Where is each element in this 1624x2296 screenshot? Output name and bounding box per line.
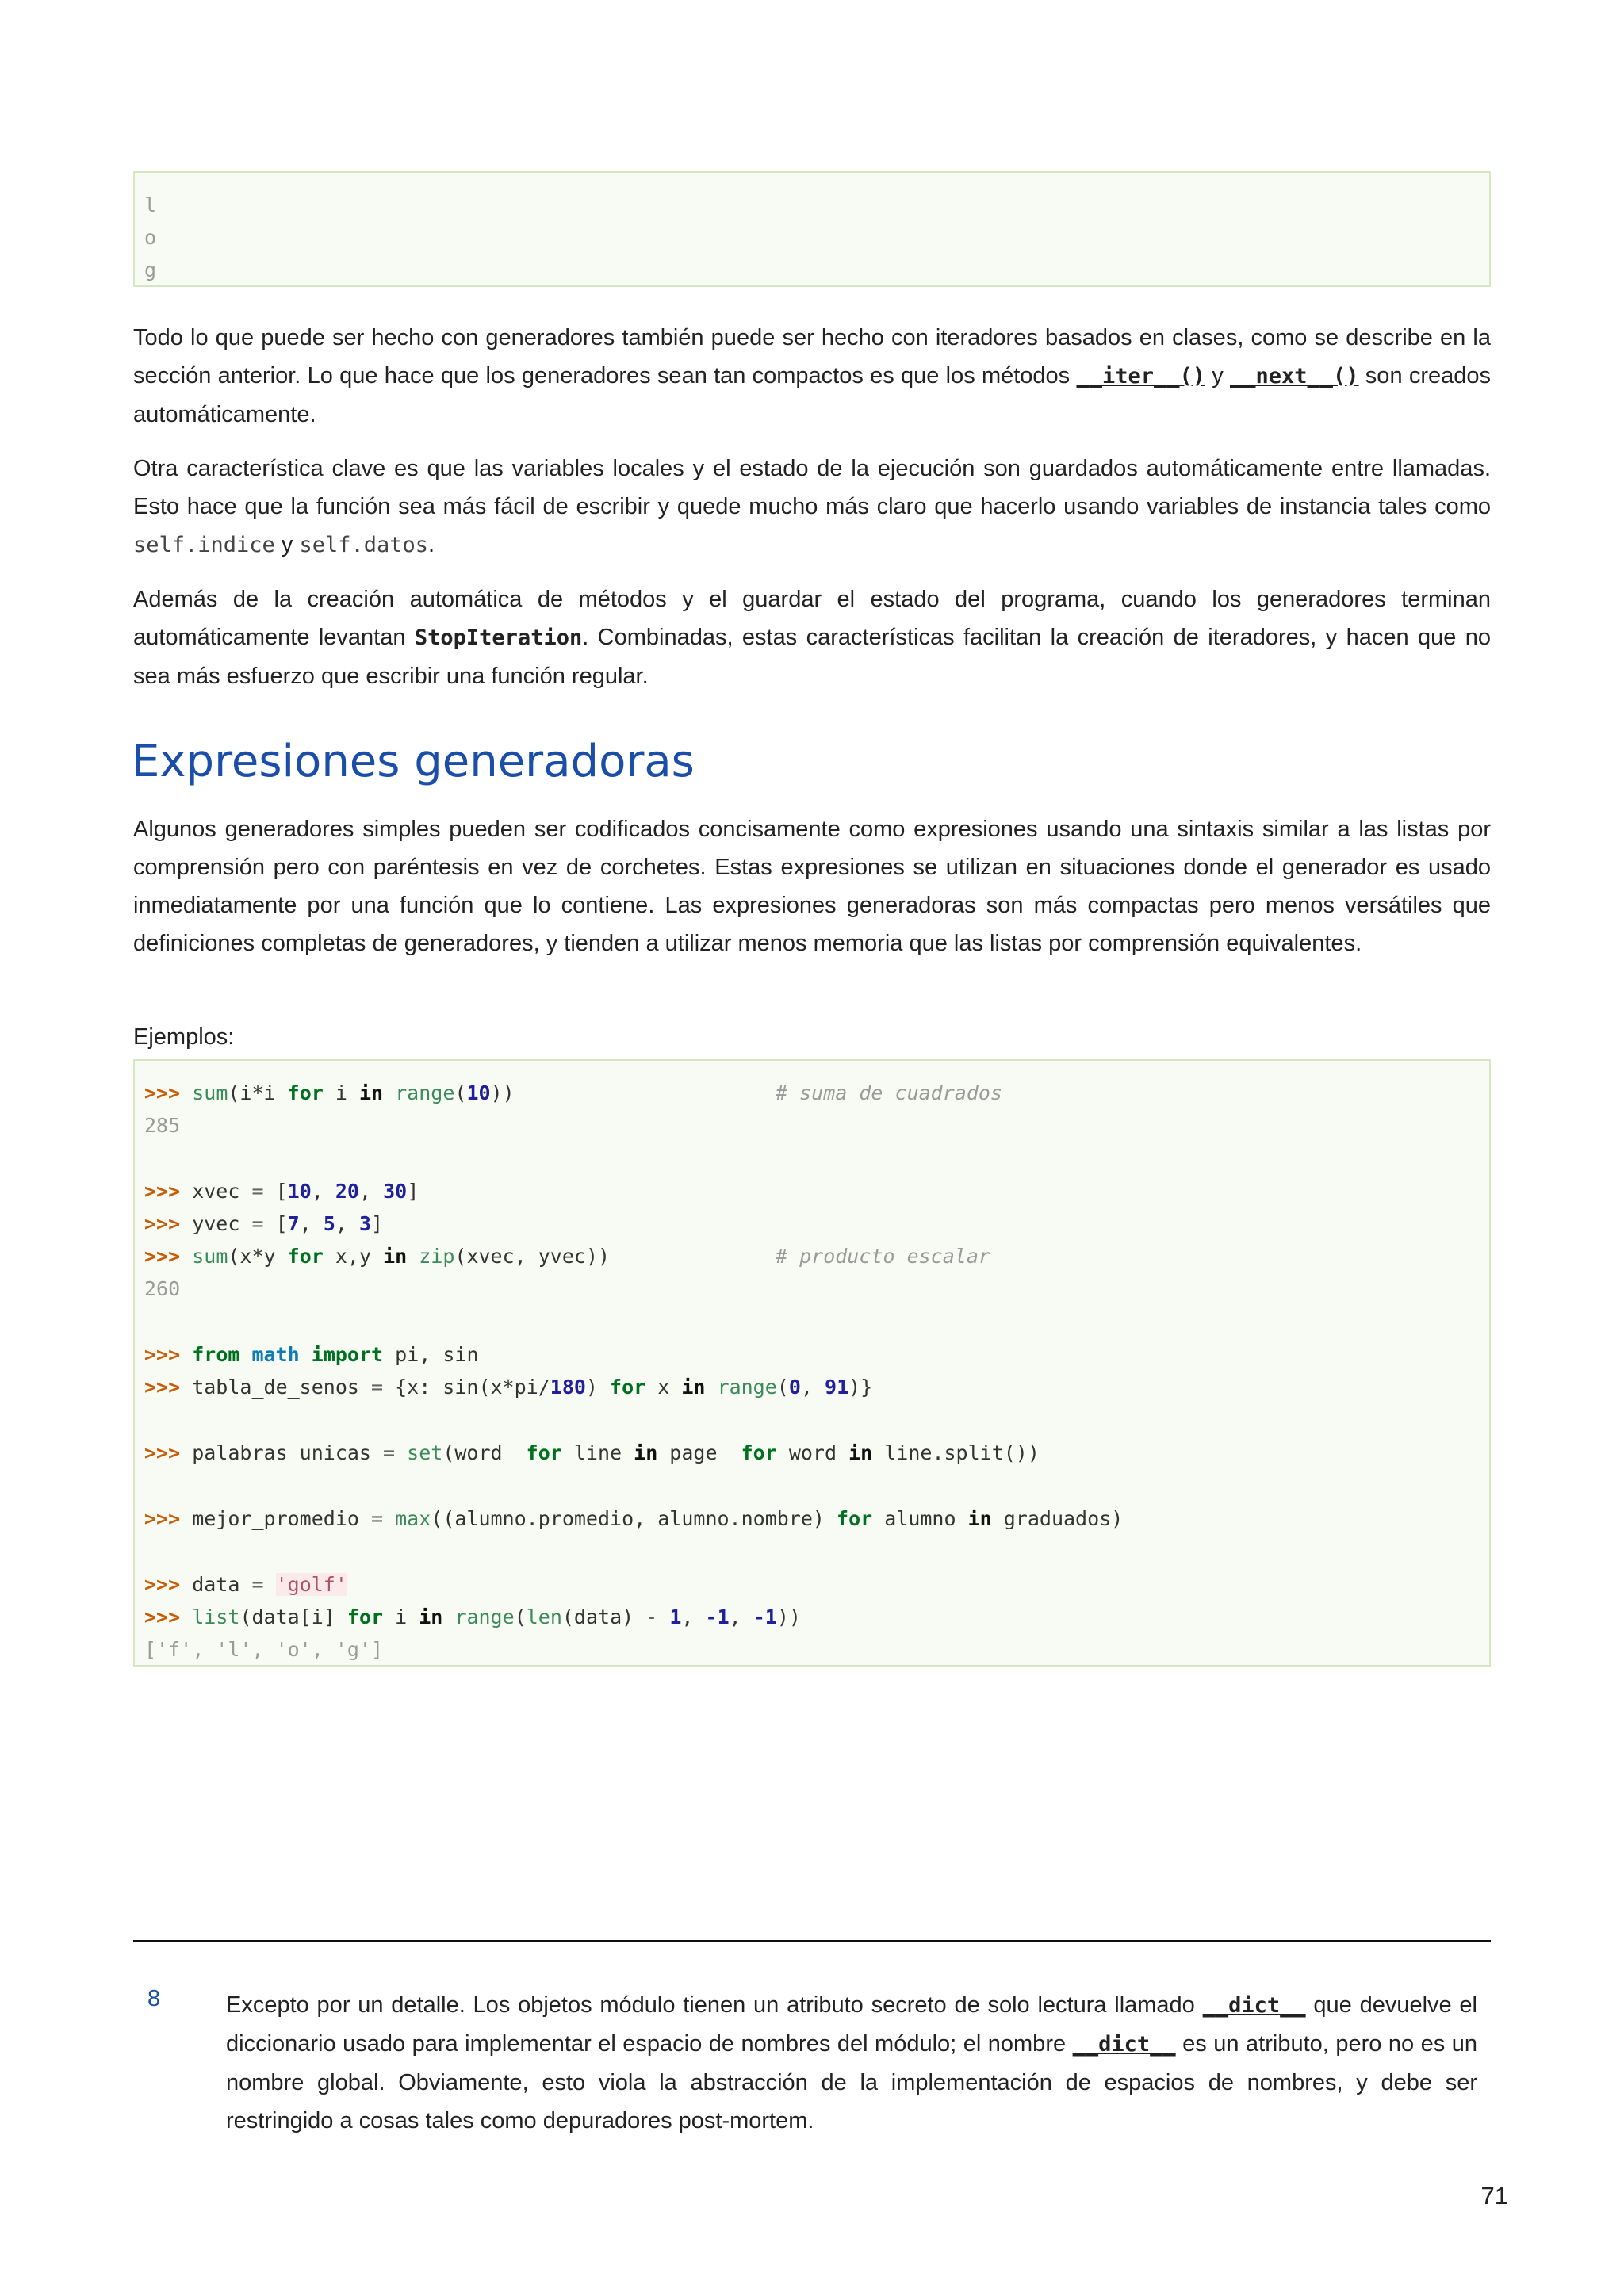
code-output-line: o	[144, 226, 157, 249]
inline-code: StopIteration	[414, 626, 583, 650]
code-line: >>> data = 'golf'	[144, 1573, 347, 1596]
code-output-line: 260	[144, 1277, 181, 1300]
code-line: >>> sum(x*y for x,y in zip(xvec, yvec))	[144, 1245, 611, 1268]
code-line: >>> palabras_unicas = set(word for line in page for word in line.split())	[144, 1441, 1040, 1464]
footnote-number: 8	[147, 1986, 161, 2011]
code-comment: # suma de cuadrados	[776, 1081, 1002, 1104]
code-line: >>> sum(i*i for i in range(10))	[144, 1081, 515, 1104]
code-line: >>> xvec = [10, 20, 30]	[144, 1180, 419, 1203]
code-line: >>> from math import pi, sin	[144, 1343, 479, 1366]
paragraph-local-state: Otra característica clave es que las variables locales y el estado de la ejecución son guardados automáticamente entre llamadas. Esto hace que la función sea más fácil de escribir y quede mucho más claro que hacerlo usando variables de instancia tales como self.indice y self.datos.	[133, 456, 1491, 557]
footnote-text: Excepto por un detalle. Los objetos módulo tienen un atributo secreto de solo lectura llamado __dict__ que devuelve el diccionario usado para implementar el espacio de nombres del módulo; el nombre __dict__ es un atributo, pero no es un nombre global. Obviamente, esto viola la abstracción de la implementación de espacios de nombres, y debe ser restringido a cosas tales como depuradores post-mortem.	[226, 1992, 1477, 2133]
inline-code: self.indice	[133, 533, 275, 557]
inline-code: __dict__	[1072, 2032, 1176, 2057]
page-number: 71	[1480, 2182, 1508, 2210]
code-output-line: g	[144, 258, 157, 281]
paragraph-generators-classes: Todo lo que puede ser hecho con generadores también puede ser hecho con iteradores basados en clases, como se describe en la sección anterior. Lo que hace que los generadores sean tan compactos es que los métodos __iter__() y __next__() son creados automáticamente.	[133, 325, 1491, 427]
paragraph-generator-expressions: Algunos generadores simples pueden ser codificados concisamente como expresiones usando una sintaxis similar a las listas por comprensión pero con paréntesis en vez de corchetes. Estas expresiones se utilizan en situaciones donde el generador es usado inmediatamente por una función que lo contiene. Las expresiones generadoras son más compactas pero menos versátiles que definiciones completas de generadores, y tienden a utilizar menos memoria que las listas por comprensión equivalentes.	[133, 817, 1491, 956]
code-output-line: 285	[144, 1114, 181, 1137]
section-heading: Expresiones generadoras	[132, 736, 695, 787]
code-block-examples	[133, 1059, 1491, 1667]
code-line: >>> yvec = [7, 5, 3]	[144, 1212, 384, 1235]
code-output-line: ['f', 'l', 'o', 'g']	[144, 1638, 384, 1661]
code-line: >>> list(data[i] for i in range(len(data) - 1, -1, -1))	[144, 1605, 801, 1628]
inline-code: __next__()	[1230, 364, 1359, 388]
code-line: >>> tabla_de_senos = {x: sin(x*pi/180) for x in range(0, 91)}	[144, 1376, 873, 1399]
code-comment: # producto escalar	[776, 1245, 990, 1268]
footnote-divider	[133, 1940, 1491, 1942]
examples-label: Ejemplos:	[133, 1024, 235, 1050]
code-output-line: l	[144, 193, 157, 216]
inline-code: self.datos	[299, 533, 428, 557]
code-block-top	[133, 171, 1491, 287]
inline-code: __iter__()	[1076, 364, 1205, 388]
code-line: >>> mejor_promedio = max((alumno.promedio, alumno.nombre) for alumno in graduados)	[144, 1507, 1124, 1530]
paragraph-stopiteration: Además de la creación automática de métodos y el guardar el estado del programa, cuando los generadores terminan automáticamente levantan StopIteration. Combinadas, estas características facilitan la creación de iteradores, y hacen que no sea más esfuerzo que escribir una función regular.	[133, 587, 1492, 689]
inline-code: __dict__	[1202, 1993, 1306, 2018]
